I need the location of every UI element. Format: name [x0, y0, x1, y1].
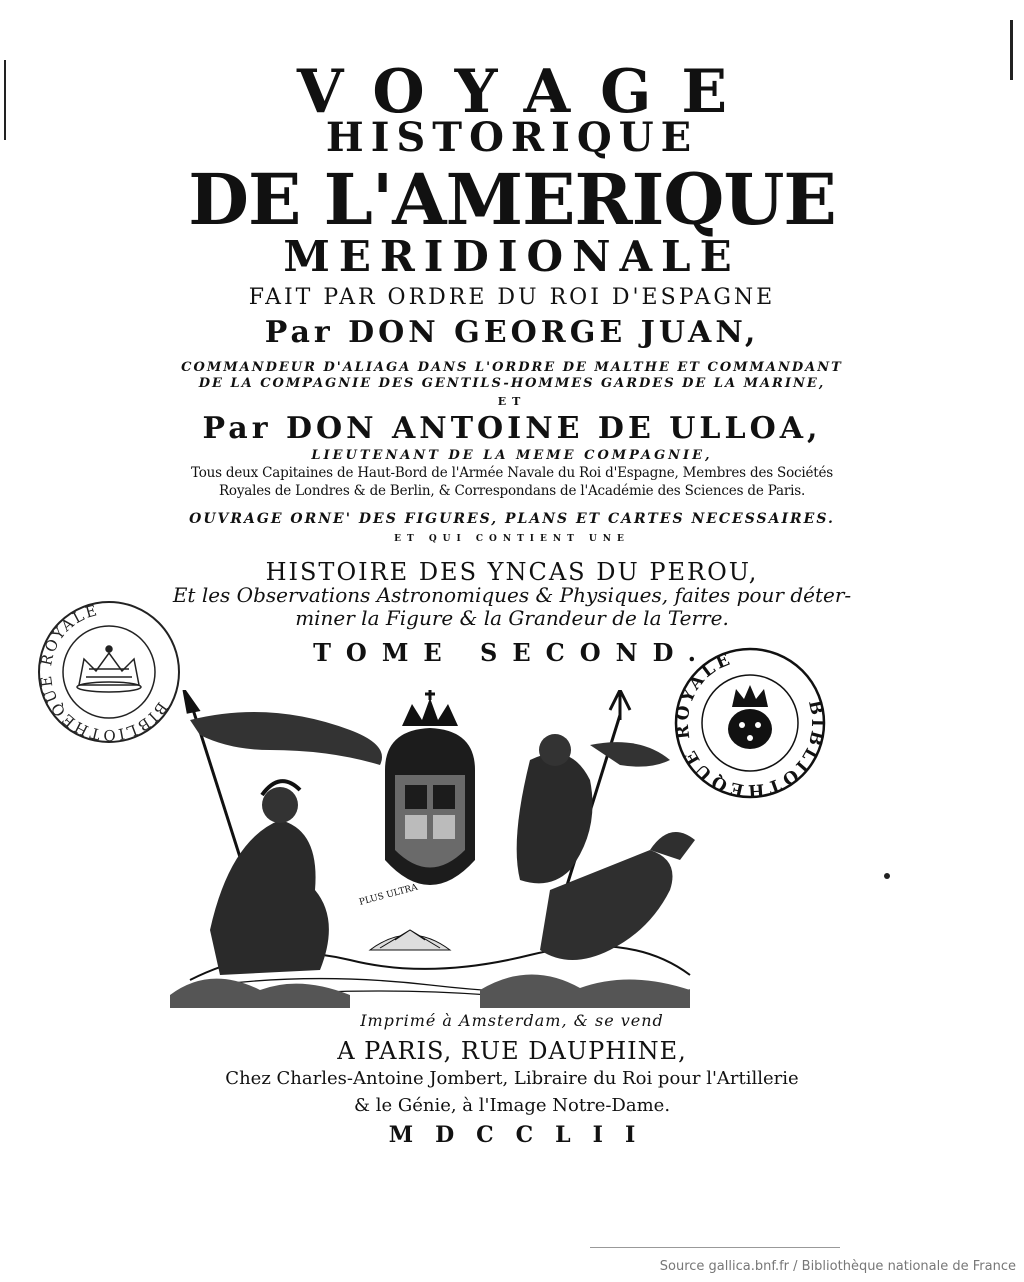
contient-line: ET QUI CONTIENT UNE [394, 534, 630, 544]
seated-figure-left [210, 781, 329, 975]
credentials-line-2: Royales de Londres & de Berlin, & Correspondans de l'Académie des Sciences de Paris. [218, 483, 806, 499]
subtitle-ordre: FAIT PAR ORDRE DU ROI D'ESPAGNE [248, 285, 776, 310]
imprint-amsterdam: Imprimé à Amsterdam, & se vend [360, 1011, 664, 1030]
author-juan: Par DON GEORGE JUAN, [264, 315, 760, 350]
tome-line: TOME SECOND. [313, 638, 711, 667]
scan-dot [884, 873, 890, 879]
shell-icon [370, 930, 450, 950]
title-historique: HISTORIQUE [325, 114, 699, 161]
neptune-figure [517, 734, 593, 883]
histoire-line: HISTOIRE DES YNCAS DU PEROU, [265, 558, 759, 586]
conjunction-et: ET [497, 395, 527, 408]
imprint-genie: & le Génie, à l'Image Notre-Dame. [353, 1095, 671, 1116]
publication-year: MDCCLII [388, 1122, 658, 1148]
engraved-vignette [150, 690, 710, 1010]
imprint-paris: A PARIS, RUE DAUPHINE, [337, 1037, 687, 1065]
imprint-jombert: Chez Charles-Antoine Jombert, Libraire du Roi pour l'Artillerie [225, 1068, 799, 1089]
observations-line-2: miner la Figure & la Grandeur de la Terre. [295, 606, 729, 630]
stamp-left-text: BIBLIOTHEQUE ROYALE [36, 600, 171, 745]
banner-motto: PLUS ULTRA [358, 882, 419, 908]
scan-mark-right [1010, 20, 1013, 80]
crown-icon [77, 646, 141, 692]
scan-mark-left [4, 60, 6, 140]
source-footer: Source gallica.bnf.fr / Bibliothèque nationale de France [659, 1259, 1016, 1274]
scan-rule-bottom [590, 1247, 840, 1248]
author-juan-title-1: COMMANDEUR D'ALIAGA DANS L'ORDRE DE MALTHE ET COMMANDANT [181, 360, 843, 375]
title-voyage: VOYAGE [296, 57, 758, 127]
observations-line-1: Et les Observations Astronomiques & Physiques, faites pour déter- [172, 583, 852, 607]
author-juan-title-2: DE LA COMPAGNIE DES GENTILS-HOMMES GARDES DE LA MARINE, [198, 376, 826, 391]
royal-arms-icon [728, 685, 772, 749]
stamp-right-text: BIBLIOTHEQUE ROYALE [672, 648, 828, 801]
title-amerique: DE L'AMERIQUE [188, 158, 836, 241]
ouvrage-line: OUVRAGE ORNE' DES FIGURES, PLANS ET CARTES NECESSAIRES. [189, 511, 835, 527]
title-meridionale: MERIDIONALE [283, 232, 741, 281]
author-ulloa: Par DON ANTOINE DE ULLOA, [202, 411, 822, 446]
credentials-line-1: Tous deux Capitaines de Haut-Bord de l'Armée Navale du Roi d'Espagne, Membres des Sociétés [190, 465, 834, 481]
coat-of-arms-icon [385, 690, 475, 885]
author-ulloa-title: LIEUTENANT DE LA MEME COMPAGNIE, [311, 448, 713, 463]
